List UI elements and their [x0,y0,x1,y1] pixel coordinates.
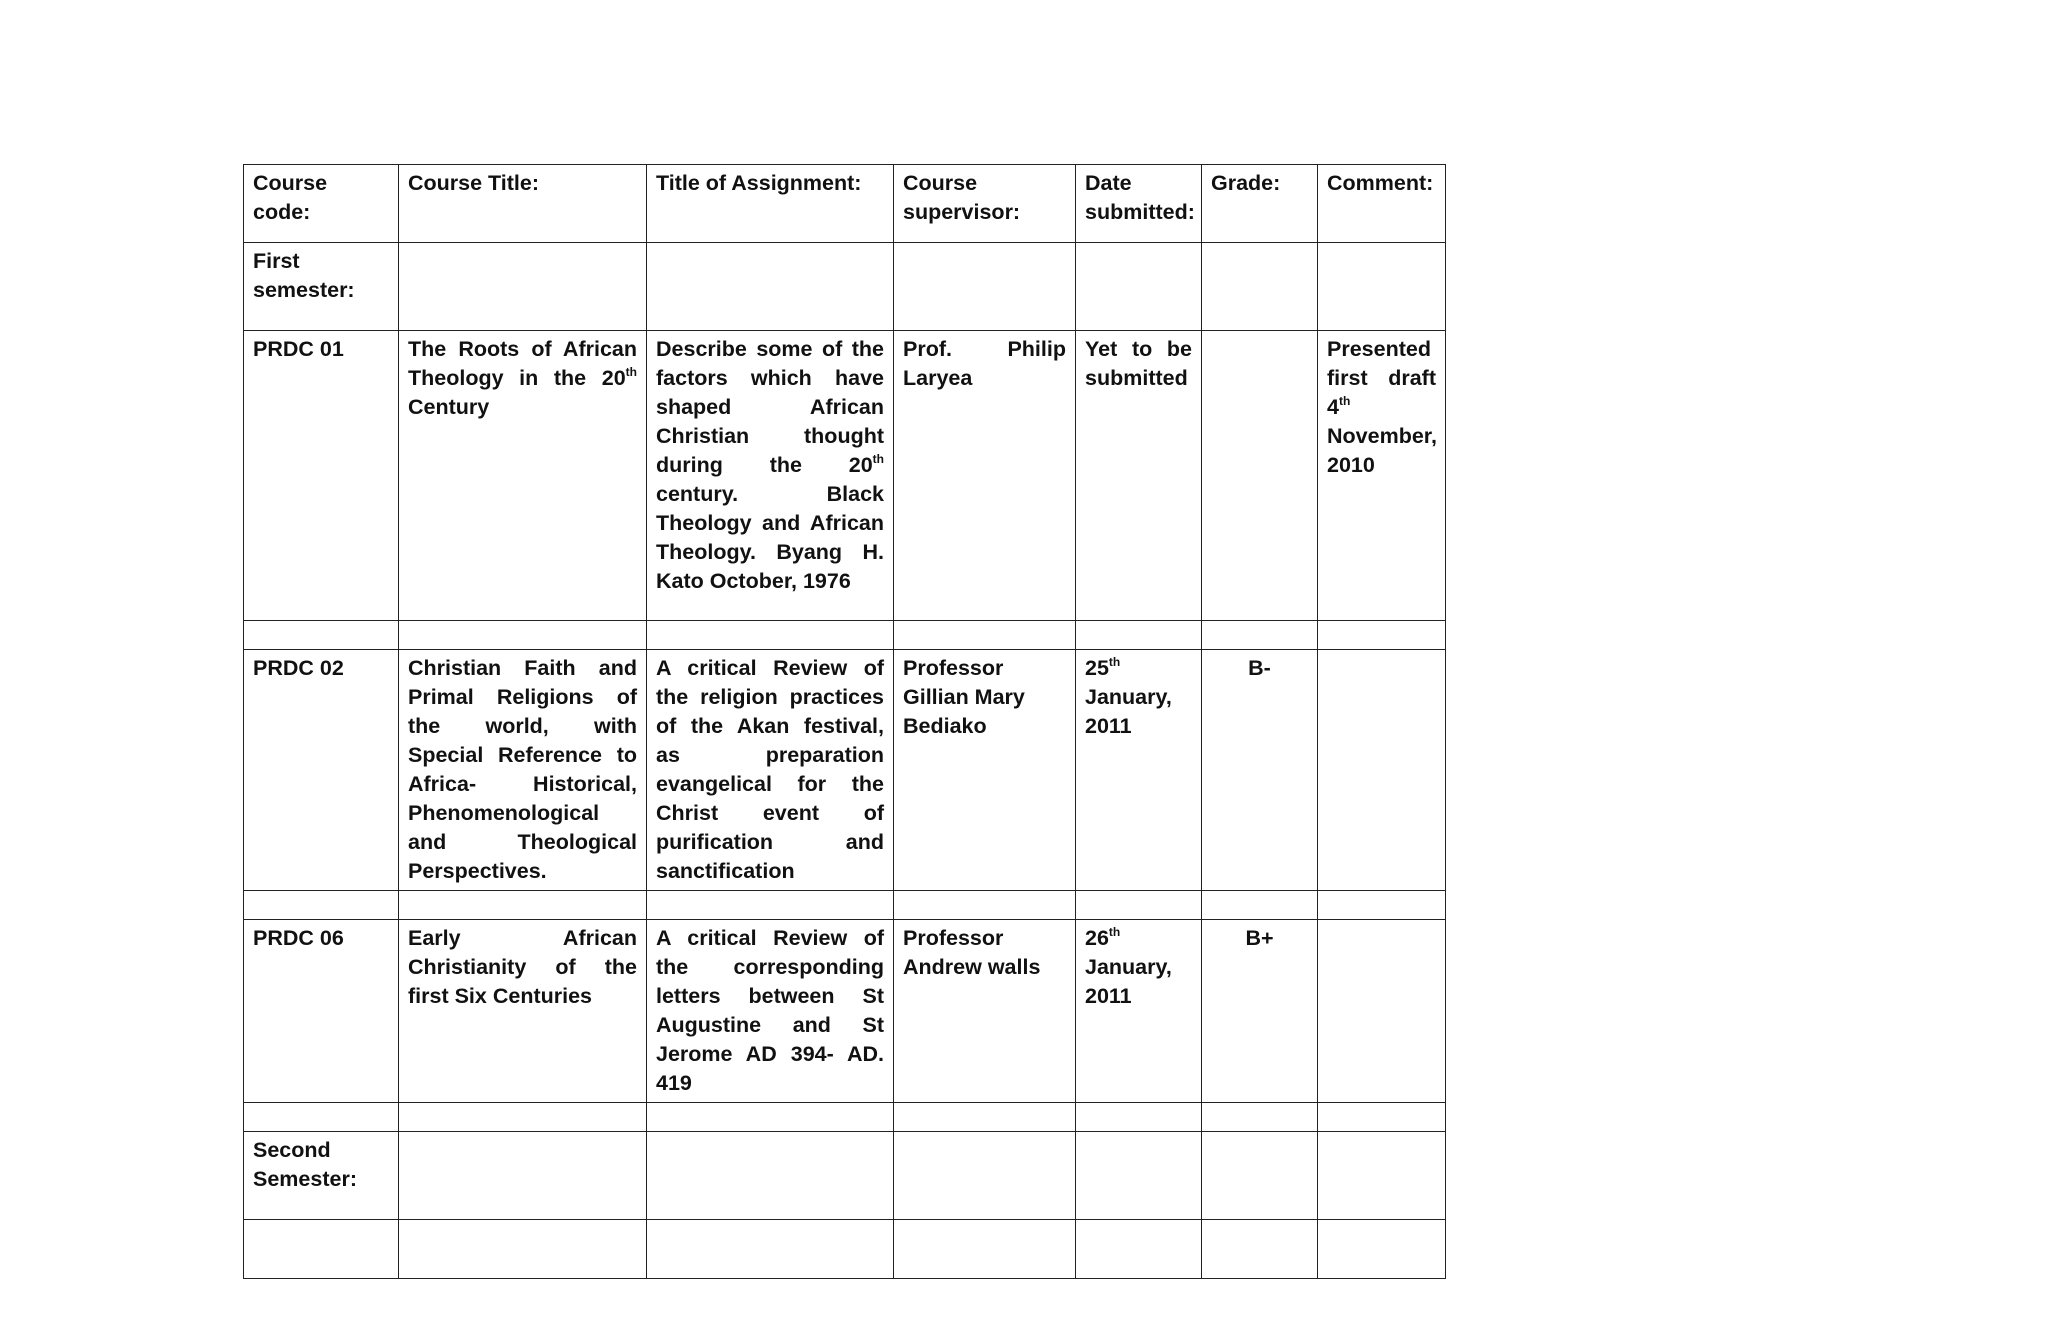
second-semester-label: Second Semester: [244,1132,399,1220]
empty-cell [1076,891,1202,920]
supervisor-cell: Professor Gillian Mary Bediako [894,650,1076,891]
assignment-title-text: Describe some of the factors which have shaped African Christian thought during the 20 [656,337,884,477]
second-semester-row [244,1132,1446,1220]
assignment-title-text-end: century. Black Theology and African Theology. Byang H. Kato October, 1976 [656,482,884,593]
course-title-cell: Early African Christianity of the first Six Centuries [399,920,647,1103]
empty-cell [1202,1103,1318,1132]
date-day: 25 [1085,656,1109,680]
header-course-code: Course code: [244,165,399,243]
ordinal-suffix: th [625,365,637,379]
empty-cell [894,1220,1076,1279]
header-course-title: Course Title: [399,165,647,243]
empty-cell [894,621,1076,650]
assignment-title-cell: A critical Review of the religion practices of the Akan festival, as preparation evangelical for the Christ event of purification and sanctification [647,650,894,891]
comment-text: Presented first draft 4 [1327,337,1436,419]
empty-cell [399,621,647,650]
course-code-cell: PRDC 06 [244,920,399,1103]
course-title-cell: Christian Faith and Primal Religions of the world, with Special Reference to Africa- Historical, Phenomenological and Theological Perspectives. [399,650,647,891]
date-submitted-cell [1076,650,1202,891]
empty-cell [244,621,399,650]
grade-cell: B+ [1202,920,1318,1103]
empty-cell [1318,621,1446,650]
empty-cell [647,1132,894,1220]
empty-cell [894,1103,1076,1132]
ordinal-suffix: th [1338,394,1351,408]
header-row [244,165,1446,243]
date-submitted-cell: Yet to be submitted [1076,331,1202,621]
comment-cell [1318,650,1446,891]
header-assignment-title: Title of Assignment: [647,165,894,243]
date-day: 26 [1085,926,1109,950]
empty-cell [1076,1220,1202,1279]
ordinal-suffix: th [1108,655,1121,669]
empty-cell [1076,621,1202,650]
empty-cell [1076,1103,1202,1132]
date-month-year: January, 2011 [1085,685,1172,738]
supervisor-cell: Professor Andrew walls [894,920,1076,1103]
empty-cell [647,891,894,920]
empty-cell [1202,1132,1318,1220]
course-code-cell: PRDC 02 [244,650,399,891]
date-submitted-cell [1076,920,1202,1103]
empty-cell [399,891,647,920]
empty-cell [647,621,894,650]
empty-row [244,1220,1446,1279]
comment-cell [1318,920,1446,1103]
header-course-supervisor: Course supervisor: [894,165,1076,243]
empty-cell [894,1132,1076,1220]
empty-cell [647,243,894,331]
course-row-prdc01 [244,331,1446,621]
ordinal-suffix: th [1108,925,1121,939]
course-row-prdc02 [244,650,1446,891]
spacer-row [244,621,1446,650]
empty-cell [244,1220,399,1279]
comment-text-end: November, 2010 [1327,424,1437,477]
comment-cell [1318,331,1446,621]
first-semester-label: First semester: [244,243,399,331]
course-row-prdc06 [244,920,1446,1103]
empty-cell [894,891,1076,920]
empty-cell [647,1103,894,1132]
grade-cell: B- [1202,650,1318,891]
course-title-cell [399,331,647,621]
empty-cell [244,891,399,920]
empty-cell [1202,621,1318,650]
course-title-text-end: Century [408,395,490,419]
first-semester-row [244,243,1446,331]
empty-cell [399,1132,647,1220]
empty-cell [1318,1220,1446,1279]
empty-cell [894,243,1076,331]
assignment-title-cell: A critical Review of the corresponding letters between St Augustine and St Jerome AD 394- AD. 419 [647,920,894,1103]
empty-cell [399,1103,647,1132]
course-assignment-table [243,164,1446,1279]
header-date-submitted: Date submitted: [1076,165,1202,243]
header-grade: Grade: [1202,165,1318,243]
empty-cell [1318,243,1446,331]
empty-cell [399,1220,647,1279]
empty-cell [1076,1132,1202,1220]
empty-cell [1318,1132,1446,1220]
empty-cell [244,1103,399,1132]
assignment-title-cell [647,331,894,621]
empty-cell [1202,243,1318,331]
empty-cell [1076,243,1202,331]
empty-cell [1202,891,1318,920]
spacer-row [244,891,1446,920]
empty-cell [647,1220,894,1279]
empty-cell [399,243,647,331]
course-code-cell: PRDC 01 [244,331,399,621]
supervisor-cell: Prof. Philip Laryea [894,331,1076,621]
date-month-year: January, 2011 [1085,955,1172,1008]
empty-cell [1318,1103,1446,1132]
course-title-text: The Roots of African Theology in the 20 [408,337,637,390]
empty-cell [1318,891,1446,920]
empty-cell [1202,1220,1318,1279]
grade-cell [1202,331,1318,621]
spacer-row [244,1103,1446,1132]
header-comment: Comment: [1318,165,1446,243]
ordinal-suffix: th [872,452,884,466]
